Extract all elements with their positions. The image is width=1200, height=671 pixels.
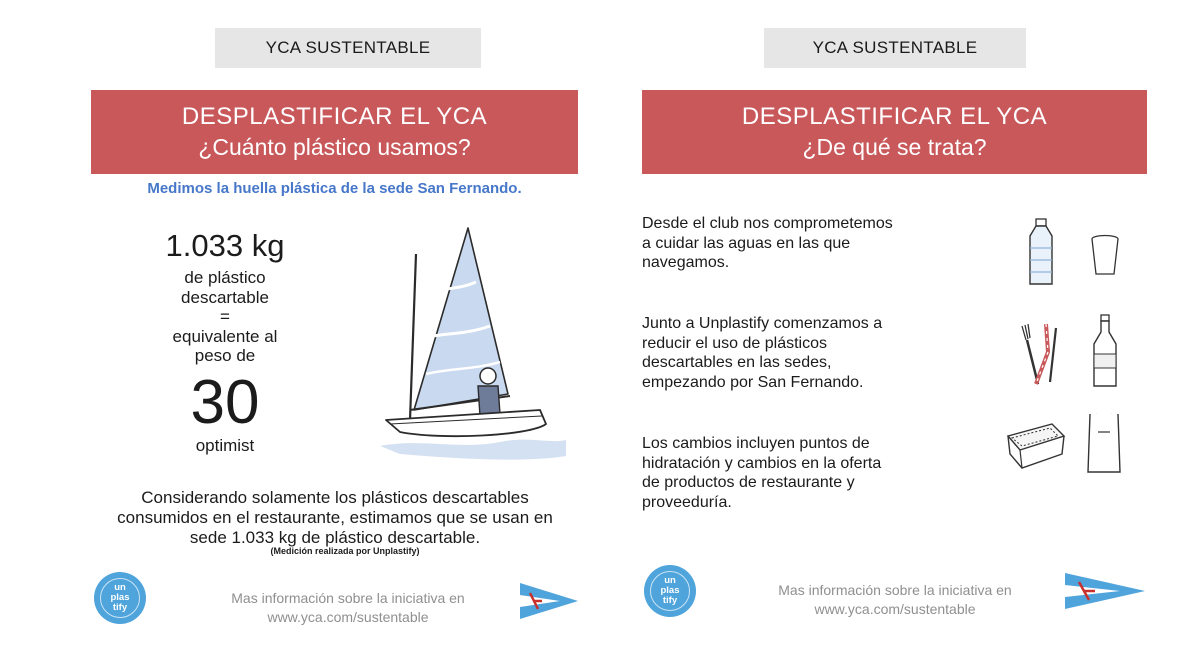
stat-line: descartable xyxy=(181,287,269,307)
info-footer xyxy=(745,581,1045,619)
item-line: Los cambios incluyen puntos de xyxy=(642,435,870,452)
item-line: Junto a Unplastify comenzamos a xyxy=(642,315,883,332)
plastic-food-container-icon xyxy=(1002,420,1068,472)
banner-subtitle: ¿Cuánto plástico usamos? xyxy=(198,134,471,160)
info-footer xyxy=(198,589,498,627)
unplastify-logo xyxy=(644,565,696,617)
optimist-count: 30 xyxy=(190,368,260,437)
logo-line: un xyxy=(664,575,676,586)
banner-title: DESPLASTIFICAR EL YCA xyxy=(181,103,488,130)
stat-line: peso de xyxy=(194,346,256,365)
measurement-subtitle: Medimos la huella plástica de la sede San Fernando. xyxy=(147,180,522,197)
item-line: reducir el uso de plásticos xyxy=(642,334,827,352)
summary-line: sede 1.033 kg de plástico descartable. xyxy=(189,528,481,547)
banner-subtitle: ¿De qué se trata? xyxy=(802,134,987,160)
banner-title: DESPLASTIFICAR EL YCA xyxy=(741,103,1048,130)
logo-line: plas xyxy=(110,592,130,603)
item-line: a cuidar las aguas en las que xyxy=(642,234,851,252)
unplastify-text xyxy=(642,314,972,392)
logo-line: plas xyxy=(660,585,680,596)
measurement-note: (Medición realizada por Unplastify) xyxy=(270,546,420,556)
plastic-water-bottle-icon xyxy=(1024,218,1058,288)
logo-line: un xyxy=(114,582,126,593)
changes-text xyxy=(642,434,972,512)
footer-line: Mas información sobre la iniciativa en xyxy=(778,582,1012,598)
footer-line: Mas información sobre la iniciativa en xyxy=(231,590,465,606)
stat-line: equivalente al xyxy=(172,326,278,346)
plastic-soda-bottle-icon xyxy=(1090,314,1120,388)
website-link[interactable]: www.yca.com/sustentable xyxy=(267,609,429,625)
summary-line: consumidos en el restaurante, estimamos que se usan en xyxy=(117,508,553,527)
yca-burgee-flag-icon xyxy=(1065,573,1145,609)
yca-burgee-flag-icon xyxy=(520,583,578,619)
commitment-text xyxy=(642,214,972,273)
unplastify-logo xyxy=(94,572,146,624)
stat-line: = xyxy=(220,307,230,326)
plastic-cutlery-straw-icon xyxy=(1016,322,1064,388)
website-link[interactable]: www.yca.com/sustentable xyxy=(814,601,976,617)
plastic-bag-icon xyxy=(1084,410,1124,476)
logo-line: tify xyxy=(662,595,678,606)
plastic-amount: 1.033 kg xyxy=(165,228,285,263)
stat-description xyxy=(130,268,320,366)
title-banner xyxy=(642,90,1147,174)
item-line: descartables en las sedes, xyxy=(642,354,832,371)
plastic-cup-icon xyxy=(1090,234,1120,276)
item-line: hidratación y cambios en la oferta xyxy=(642,454,882,472)
summary-paragraph xyxy=(70,488,600,548)
item-line: empezando por San Fernando. xyxy=(642,373,864,391)
summary-line: Considerando solamente los plásticos descartables xyxy=(141,488,529,507)
sailboat-optimist-icon xyxy=(380,224,566,470)
item-line: proveeduría. xyxy=(642,493,732,511)
section-tag: YCA SUSTENTABLE xyxy=(764,28,1026,68)
optimist-label: optimist xyxy=(195,436,255,455)
item-line: de productos de restaurante y xyxy=(642,474,855,491)
right-panel xyxy=(600,0,1200,671)
item-line: navegamos. xyxy=(642,254,730,271)
logo-line: tify xyxy=(112,602,128,613)
title-banner xyxy=(91,90,578,174)
item-line: Desde el club nos comprometemos xyxy=(642,215,893,232)
section-tag: YCA SUSTENTABLE xyxy=(215,28,481,68)
stat-line: de plástico xyxy=(184,268,266,287)
